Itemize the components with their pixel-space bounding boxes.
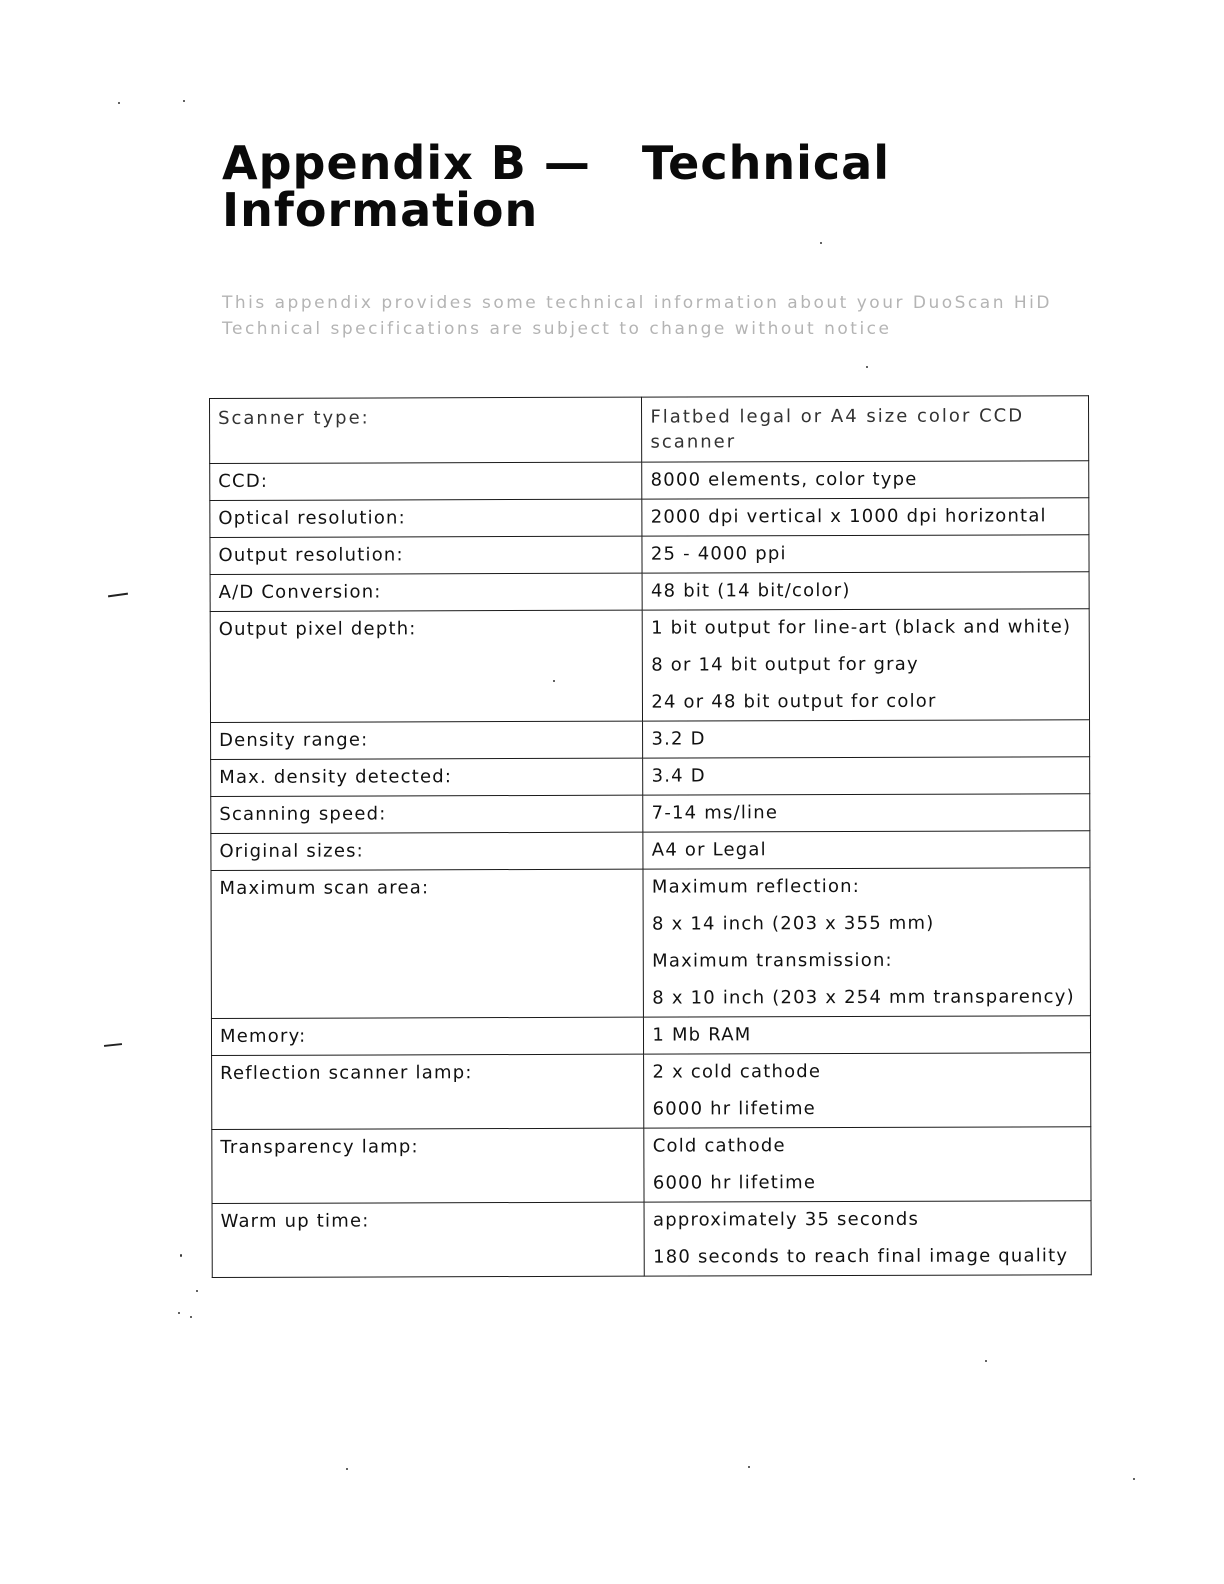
spec-label: CCD: — [218, 470, 269, 492]
title-part-information: Information — [222, 183, 539, 237]
spec-label: Scanning speed: — [219, 803, 387, 825]
spec-label-cell — [211, 795, 643, 833]
intro-line-1: This appendix provides some technical information about your DuoScan HiD — [222, 293, 1052, 313]
spec-label-cell — [210, 610, 643, 722]
spec-row — [211, 757, 1090, 797]
scan-speck — [346, 1468, 348, 1470]
spec-label-cell — [210, 499, 642, 537]
spec-label: Maximum scan area: — [219, 877, 430, 899]
scan-speck — [196, 1290, 198, 1292]
spec-value: 1 Mb RAM — [652, 1024, 752, 1046]
spec-label: A/D Conversion: — [218, 581, 382, 603]
spec-row — [210, 609, 1089, 723]
spec-value: 48 bit (14 bit/color) — [650, 579, 851, 602]
spec-value: 7-14 ms/line — [651, 802, 779, 824]
spec-value-cell — [642, 396, 1089, 462]
spec-value: 8000 elements, color type — [650, 468, 918, 491]
spec-label-cell — [212, 1054, 645, 1129]
spec-label: Output resolution: — [218, 544, 404, 566]
spec-value: 3.2 D — [651, 728, 706, 750]
spec-row — [212, 1201, 1091, 1278]
spec-label: Warm up time: — [220, 1210, 370, 1232]
scan-speck — [190, 1316, 192, 1318]
spec-value-cell — [644, 1127, 1091, 1202]
spec-label-cell — [211, 1017, 643, 1055]
spec-value: 1 bit output for line-art (black and white) — [651, 616, 1072, 639]
spec-row — [211, 831, 1090, 871]
spec-value-cell — [644, 1201, 1091, 1276]
spec-row — [211, 720, 1090, 760]
spec-label-cell — [210, 462, 642, 500]
spec-value: 2 x cold cathode — [652, 1061, 822, 1083]
spec-label: Transparency lamp: — [220, 1136, 419, 1158]
spec-value: 6000 hr lifetime — [652, 1098, 816, 1120]
scan-speck — [183, 100, 185, 102]
scan-speck — [178, 1312, 180, 1314]
spec-row — [210, 498, 1089, 538]
spec-value: 8 x 14 inch (203 x 355 mm) — [651, 912, 935, 935]
spec-row — [210, 396, 1089, 464]
spec-label-cell — [212, 1128, 645, 1203]
spec-value-cell — [643, 831, 1090, 869]
spec-value-cell — [642, 498, 1089, 536]
spec-label: Original sizes: — [219, 840, 364, 862]
spec-row — [212, 1127, 1091, 1204]
spec-value-cell — [644, 1053, 1091, 1128]
spec-row — [211, 794, 1090, 834]
spec-label-cell — [211, 758, 643, 796]
spec-label-cell — [211, 721, 643, 759]
spec-row — [212, 1053, 1091, 1130]
spec-value-cell — [644, 1016, 1091, 1054]
spec-label: Density range: — [219, 729, 369, 751]
scan-speck — [748, 1466, 750, 1468]
scan-speck — [1133, 1478, 1135, 1480]
spec-value-cell — [643, 868, 1090, 1017]
spec-label-cell — [210, 397, 643, 463]
spec-label: Scanner type: — [218, 407, 370, 429]
scan-speck — [118, 102, 120, 104]
page-title — [222, 136, 890, 237]
scan-speck — [866, 366, 868, 368]
spec-value-cell — [643, 794, 1090, 832]
spec-label-cell — [211, 832, 643, 870]
spec-label: Output pixel depth: — [218, 618, 417, 640]
spec-value: 25 - 4000 ppi — [650, 543, 787, 565]
title-part-appendix: Appendix B — — [222, 136, 591, 190]
spec-value: 2000 dpi vertical x 1000 dpi horizontal — [650, 505, 1047, 528]
spec-row — [211, 1016, 1090, 1056]
spec-value: 180 seconds to reach final image quality — [653, 1245, 1069, 1268]
spec-label-cell — [210, 573, 642, 611]
scan-speck — [820, 242, 822, 244]
spec-label: Memory: — [219, 1025, 307, 1047]
spec-value-cell — [643, 757, 1090, 795]
spec-value: scanner — [650, 431, 737, 453]
spec-value: Maximum transmission: — [652, 949, 893, 972]
spec-value-cell — [642, 572, 1089, 610]
spec-table — [209, 395, 1092, 1278]
title-part-technical: Technical — [641, 136, 890, 190]
spec-value: Maximum reflection: — [651, 875, 861, 898]
scan-speck — [553, 680, 555, 682]
spec-value-cell — [642, 461, 1089, 499]
spec-value: 3.4 D — [651, 765, 706, 787]
scan-mark — [104, 1043, 122, 1047]
spec-value: 24 or 48 bit output for color — [651, 690, 937, 713]
spec-value: Flatbed legal or A4 size color CCD — [650, 405, 1025, 428]
spec-row — [210, 572, 1089, 612]
spec-table-body — [210, 396, 1092, 1278]
spec-label: Max. density detected: — [219, 766, 453, 788]
spec-value: 6000 hr lifetime — [652, 1172, 817, 1194]
spec-row — [210, 461, 1089, 501]
spec-row — [210, 535, 1089, 575]
scan-mark — [108, 593, 128, 598]
spec-value-cell — [642, 535, 1089, 573]
spec-row — [211, 868, 1090, 1019]
spec-value: 8 x 10 inch (203 x 254 mm transparency) — [652, 986, 1075, 1009]
spec-label: Reflection scanner lamp: — [220, 1062, 473, 1084]
spec-value-cell — [643, 720, 1090, 758]
intro-line-2: Technical specifications are subject to change without notice — [222, 319, 892, 339]
spec-label-cell — [210, 536, 642, 574]
spec-value: A4 or Legal — [651, 839, 767, 861]
spec-value: approximately 35 seconds — [652, 1208, 920, 1231]
spec-value: Cold cathode — [652, 1135, 786, 1157]
scan-speck — [180, 1254, 182, 1257]
spec-label-cell — [211, 869, 644, 1018]
intro-paragraph — [222, 290, 1052, 342]
spec-label: Optical resolution: — [218, 507, 406, 529]
scan-speck — [985, 1360, 987, 1362]
spec-value: 8 or 14 bit output for gray — [651, 653, 919, 676]
spec-label-cell — [212, 1202, 645, 1277]
spec-value-cell — [643, 609, 1090, 721]
